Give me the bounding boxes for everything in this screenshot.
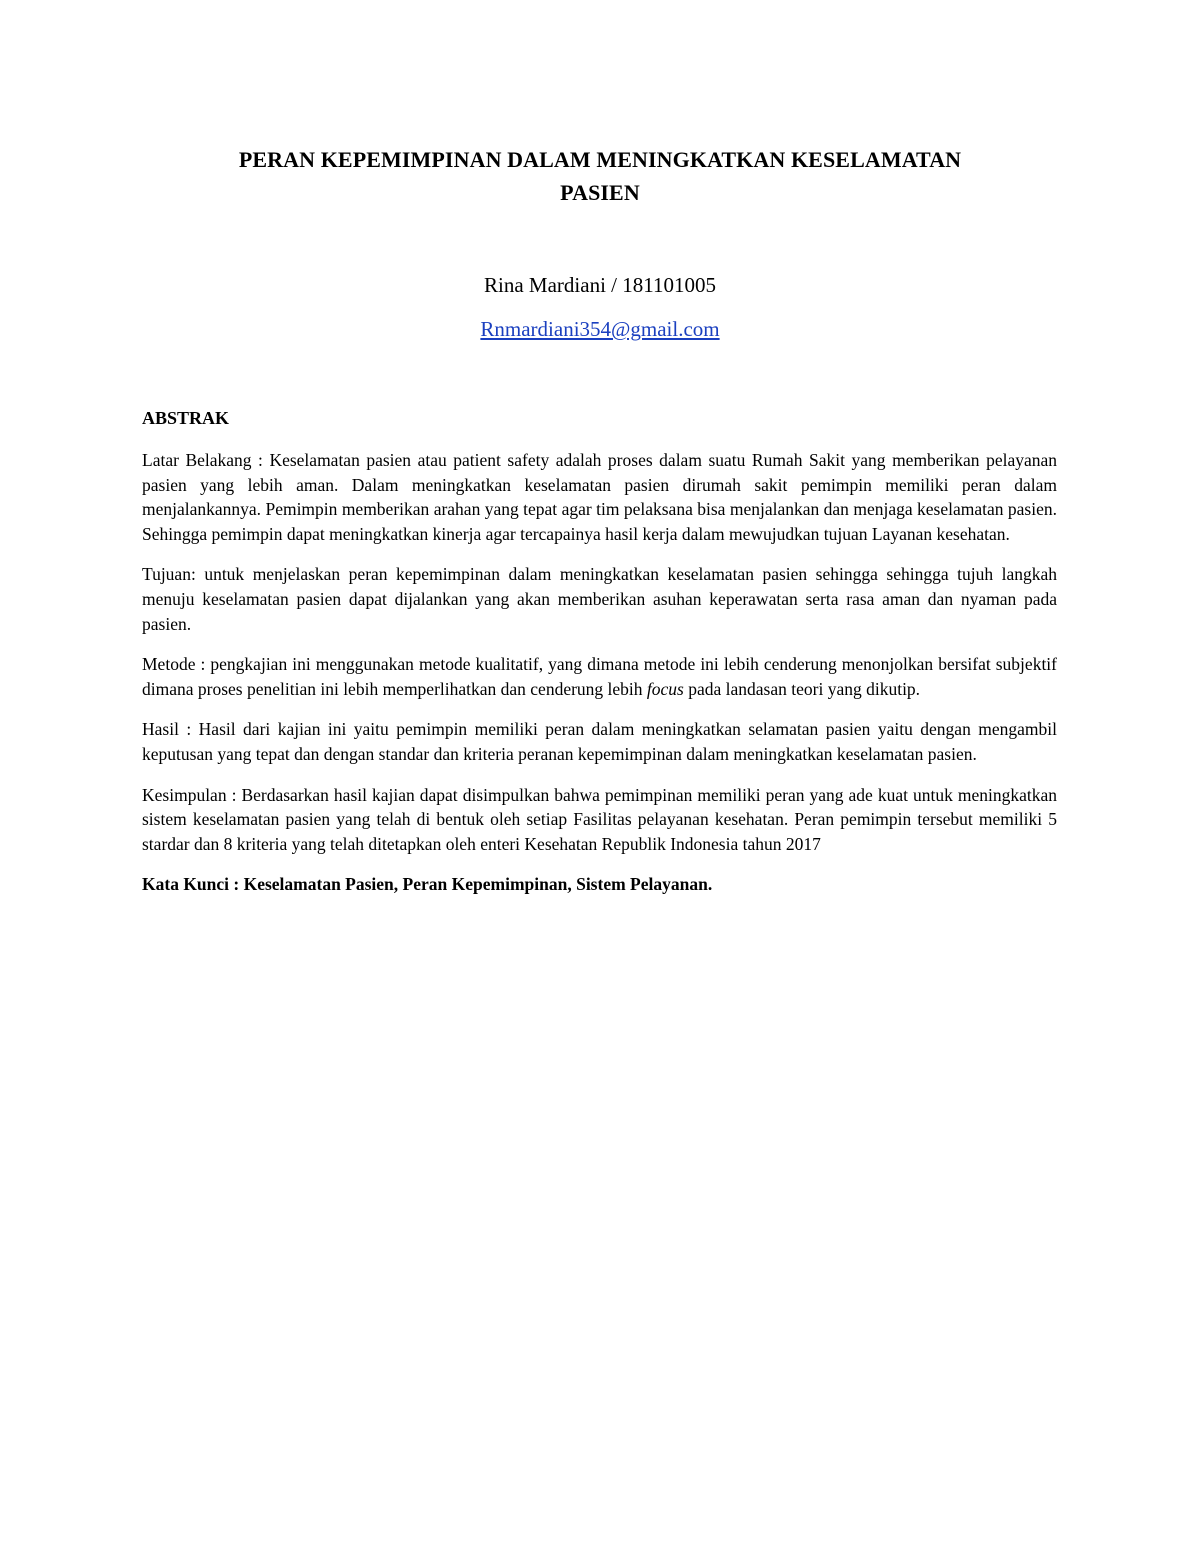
metode-text-after: pada landasan teori yang dikutip. [683, 678, 921, 699]
title-line-2: PASIEN [560, 180, 640, 205]
metode-italic-term: focus [646, 678, 684, 699]
metode-text-before: Metode : pengkajian ini menggunakan metode kualitatif, yang dimana metode ini lebih cenderung menonjolkan bersifat subjektif dimana proses penelitian ini lebih memperlihatkan dan cenderung lebih [142, 654, 1057, 699]
abstract-latar-belakang: Latar Belakang : Keselamatan pasien atau patient safety adalah proses dalam suatu Rumah Sakit yang memberikan pelayanan pasien yang lebih aman. Dalam meningkatkan keselamatan pasien dirumah sakit pemimpin memiliki peran dalam menjalankannya. Pemimpin memberikan arahan yang tepat agar tim pelaksana bisa menjalankan dan menjaga keselamatan pasien. Sehingga pemimpin dapat meningkatkan kinerja agar tercapainya hasil kerja dalam mewujudkan tujuan Layanan kesehatan. [142, 450, 1057, 544]
author-line: Rina Mardiani / 181101005 [484, 273, 716, 297]
abstract-kesimpulan: Kesimpulan : Berdasarkan hasil kajian dapat disimpulkan bahwa pemimpinan memiliki peran yang ade kuat untuk meningkatkan sistem keselamatan pasien yang telah di bentuk oleh setiap Fasilitas pelayanan kesehatan. Peran pemimpin tersebut memiliki 5 stardar dan 8 kriteria yang telah ditetapkan oleh enteri Kesehatan Republik Indonesia tahun 2017 [142, 784, 1057, 854]
abstract-body [142, 448, 1057, 913]
document-title [120, 143, 1080, 209]
abstract-metode [142, 652, 1057, 701]
abstract-tujuan: Tujuan: untuk menjelaskan peran kepemimpinan dalam meningkatkan keselamatan pasien sehingga sehingga tujuh langkah menuju keselamatan pasien dapat dijalankan yang akan memberikan asuhan keperawatan serta rasa aman dan nyaman pada pasien. [142, 564, 1057, 634]
email-line [120, 315, 1080, 343]
abstract-hasil: Hasil : Hasil dari kajian ini yaitu pemimpin memiliki peran dalam meningkatkan selamatan pasien yaitu dengan mengambil keputusan yang tepat dan dengan standar dan kriteria peranan kepemimpinan dalam meningkatkan keselamatan pasien. [142, 719, 1057, 764]
abstract-keywords: Kata Kunci : Keselamatan Pasien, Peran Kepemimpinan, Sistem Pelayanan. [142, 874, 713, 895]
title-line-1: PERAN KEPEMIMPINAN DALAM MENINGKATKAN KESELAMATAN [238, 147, 962, 172]
email-link[interactable]: Rnmardiani354@gmail.com [480, 317, 720, 341]
abstract-heading: ABSTRAK [142, 408, 230, 428]
